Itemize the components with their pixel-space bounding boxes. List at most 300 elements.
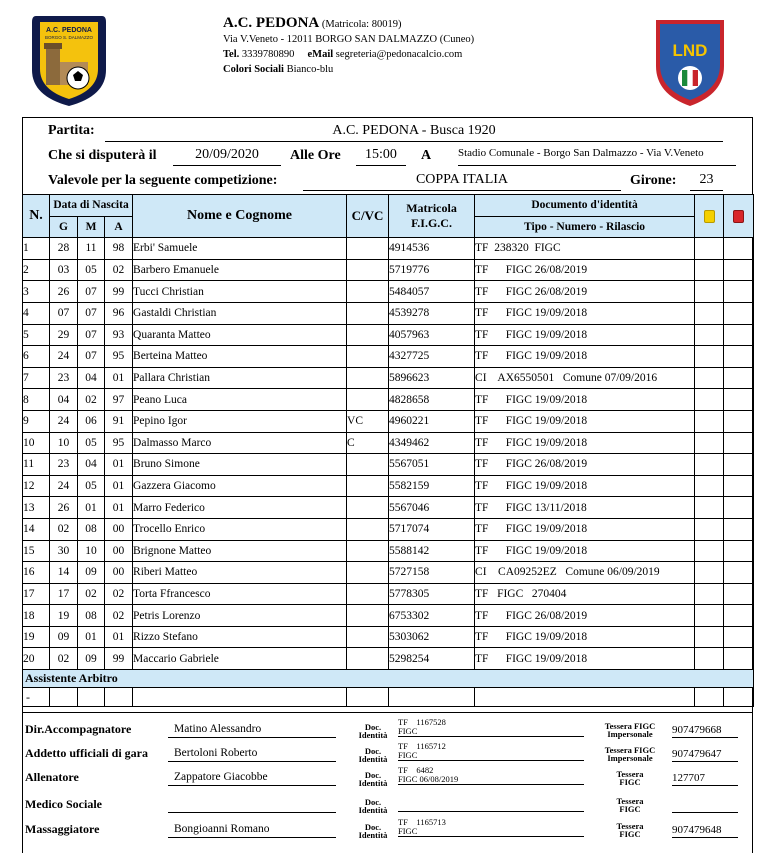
doc-identita-label — [355, 771, 391, 787]
club-tel: 3339780890 — [241, 49, 295, 60]
player-document: TF FIGC 26/08/2019 — [475, 259, 695, 281]
birth-month: 07 — [78, 281, 105, 303]
tessera-label — [598, 770, 662, 786]
tessera-label-line2: FIGC — [619, 804, 641, 814]
yellow-card-cell[interactable] — [695, 432, 724, 454]
yellow-card-cell[interactable] — [695, 540, 724, 562]
player-row — [23, 281, 754, 303]
staff-document — [398, 718, 584, 737]
doc-label-line1: Doc. — [364, 746, 382, 756]
player-document: TF FIGC 19/09/2018 — [475, 518, 695, 540]
birth-day: 02 — [50, 648, 78, 670]
staff-doc-line1: TF 1167528 — [398, 717, 446, 727]
player-matricola: 5303062 — [389, 626, 475, 648]
red-card-icon — [733, 210, 744, 223]
birth-day: 02 — [50, 518, 78, 540]
tessera-label — [598, 797, 662, 813]
player-name: Riberi Matteo — [133, 562, 347, 584]
player-row — [23, 475, 754, 497]
birth-year: 98 — [105, 238, 133, 260]
player-document: TF FIGC 19/09/2018 — [475, 432, 695, 454]
red-card-cell[interactable] — [724, 389, 754, 411]
birth-year: 01 — [105, 475, 133, 497]
doc-label-line1: Doc. — [364, 722, 382, 732]
player-document: TF FIGC 19/09/2018 — [475, 475, 695, 497]
tessera-label-line2: FIGC — [619, 777, 641, 787]
a-label: A — [421, 148, 432, 163]
birth-day: 23 — [50, 367, 78, 389]
assistente-header-row — [23, 670, 754, 688]
red-card-cell[interactable] — [724, 648, 754, 670]
yellow-card-cell[interactable] — [695, 389, 724, 411]
col-matricola-line2: F.I.G.C. — [411, 216, 452, 231]
player-name: Marro Federico — [133, 497, 347, 519]
player-document: TF FIGC 19/09/2018 — [475, 324, 695, 346]
birth-month: 01 — [78, 626, 105, 648]
club-info — [223, 16, 474, 77]
data-value: 20/09/2020 — [173, 147, 281, 166]
player-cvc: VC — [347, 410, 389, 432]
colori-label: Colori Sociali — [223, 64, 284, 75]
yellow-card-cell[interactable] — [695, 648, 724, 670]
player-number: 10 — [23, 432, 50, 454]
player-matricola: 5567046 — [389, 497, 475, 519]
staff-doc-line1: TF 1165713 — [398, 817, 446, 827]
player-name: Quaranta Matteo — [133, 324, 347, 346]
yellow-card-icon — [704, 210, 715, 223]
staff-doc-line2: FIGC — [398, 726, 418, 736]
staff-tessera: 907479647 — [672, 748, 738, 762]
player-matricola: 5484057 — [389, 281, 475, 303]
player-row — [23, 454, 754, 476]
assistente-yellow[interactable] — [695, 688, 724, 707]
birth-year: 01 — [105, 497, 133, 519]
birth-day: 19 — [50, 605, 78, 627]
player-row — [23, 562, 754, 584]
doc-label-line1: Doc. — [364, 797, 382, 807]
red-card-cell[interactable] — [724, 518, 754, 540]
player-row — [23, 605, 754, 627]
birth-year: 00 — [105, 518, 133, 540]
player-cvc — [347, 281, 389, 303]
birth-day: 29 — [50, 324, 78, 346]
birth-day: 24 — [50, 475, 78, 497]
player-document: TF FIGC 270404 — [475, 583, 695, 605]
staff-name — [168, 798, 336, 813]
player-number: 11 — [23, 454, 50, 476]
player-name: Peano Luca — [133, 389, 347, 411]
red-card-cell[interactable] — [724, 324, 754, 346]
yellow-card-cell[interactable] — [695, 497, 724, 519]
player-name: Dalmasso Marco — [133, 432, 347, 454]
birth-month: 10 — [78, 540, 105, 562]
assistente-label: Assistente Arbitro — [23, 670, 754, 688]
player-name: Brignone Matteo — [133, 540, 347, 562]
player-document: TF FIGC 19/09/2018 — [475, 626, 695, 648]
birth-day: 30 — [50, 540, 78, 562]
staff-document — [398, 793, 584, 812]
player-cvc — [347, 648, 389, 670]
tessera-label-line2: Impersonale — [607, 753, 653, 763]
assistente-doc[interactable] — [475, 688, 695, 707]
tessera-label-line1: Tessera — [616, 796, 644, 806]
birth-month: 02 — [78, 389, 105, 411]
player-name: Berteina Matteo — [133, 346, 347, 368]
col-a: A — [105, 216, 133, 238]
tessera-label — [598, 746, 662, 762]
doc-label-line2: Identità — [358, 730, 388, 740]
player-name: Bruno Simone — [133, 454, 347, 476]
birth-day: 09 — [50, 626, 78, 648]
red-card-cell[interactable] — [724, 259, 754, 281]
competizione-value: COPPA ITALIA — [303, 172, 621, 191]
doc-identita-label — [355, 723, 391, 739]
red-card-cell[interactable] — [724, 497, 754, 519]
yellow-card-cell[interactable] — [695, 238, 724, 260]
player-name: Pallara Christian — [133, 367, 347, 389]
birth-month: 06 — [78, 410, 105, 432]
col-doc-sub: Tipo - Numero - Rilascio — [475, 216, 695, 238]
player-number: 1 — [23, 238, 50, 260]
birth-day: 23 — [50, 454, 78, 476]
player-name: Maccario Gabriele — [133, 648, 347, 670]
col-g: G — [50, 216, 78, 238]
staff-name: Matino Alessandro — [168, 723, 336, 738]
player-name: Trocello Enrico — [133, 518, 347, 540]
doc-label-line2: Identità — [358, 754, 388, 764]
player-matricola: 5719776 — [389, 259, 475, 281]
doc-label-line2: Identità — [358, 805, 388, 815]
birth-month: 05 — [78, 475, 105, 497]
club-logo-subtext: BORGO S. DALMAZZO — [44, 35, 94, 40]
player-matricola: 5588142 — [389, 540, 475, 562]
player-matricola: 4057963 — [389, 324, 475, 346]
player-matricola: 4349462 — [389, 432, 475, 454]
yellow-card-cell[interactable] — [695, 367, 724, 389]
staff-doc-line2: FIGC — [398, 750, 418, 760]
table-header-row — [23, 195, 754, 217]
player-cvc — [347, 238, 389, 260]
player-document: TF FIGC 26/08/2019 — [475, 454, 695, 476]
player-row — [23, 367, 754, 389]
red-card-cell[interactable] — [724, 605, 754, 627]
doc-label-line1: Doc. — [364, 822, 382, 832]
staff-role: Dir.Accompagnatore — [25, 722, 132, 736]
staff-tessera: 907479668 — [672, 724, 738, 738]
birth-year: 01 — [105, 454, 133, 476]
birth-day: 17 — [50, 583, 78, 605]
birth-day: 26 — [50, 497, 78, 519]
birth-month: 11 — [78, 238, 105, 260]
birth-year: 02 — [105, 583, 133, 605]
lnd-logo — [650, 16, 730, 108]
player-name: Rizzo Stefano — [133, 626, 347, 648]
player-cvc — [347, 518, 389, 540]
player-matricola: 4960221 — [389, 410, 475, 432]
assistente-g[interactable] — [50, 688, 78, 707]
yellow-card-cell[interactable] — [695, 346, 724, 368]
staff-divider — [22, 712, 753, 713]
birth-month: 08 — [78, 518, 105, 540]
yellow-card-cell[interactable] — [695, 518, 724, 540]
player-number: 12 — [23, 475, 50, 497]
birth-day: 04 — [50, 389, 78, 411]
player-row — [23, 432, 754, 454]
assistente-matricola[interactable] — [389, 688, 475, 707]
ore-label: Alle Ore — [290, 148, 341, 163]
red-card-cell[interactable] — [724, 583, 754, 605]
lnd-logo-text: LND — [672, 41, 708, 60]
player-row — [23, 410, 754, 432]
assistente-m[interactable] — [78, 688, 105, 707]
club-email: segreteria@pedonacalcio.com — [335, 49, 463, 60]
staff-name: Bertoloni Roberto — [168, 747, 336, 762]
player-document: TF FIGC 19/09/2018 — [475, 389, 695, 411]
red-card-cell[interactable] — [724, 367, 754, 389]
yellow-card-cell[interactable] — [695, 324, 724, 346]
player-matricola: 5298254 — [389, 648, 475, 670]
birth-year: 02 — [105, 259, 133, 281]
player-number: 7 — [23, 367, 50, 389]
player-document: CI AX6550501 Comune 07/09/2016 — [475, 367, 695, 389]
assistente-row — [23, 688, 754, 707]
player-number: 19 — [23, 626, 50, 648]
player-document: TF FIGC 19/09/2018 — [475, 302, 695, 324]
col-matricola-line1: Matricola — [406, 201, 457, 216]
staff-doc-line2: FIGC — [398, 826, 418, 836]
player-row — [23, 324, 754, 346]
birth-month: 05 — [78, 432, 105, 454]
player-document: TF FIGC 19/09/2018 — [475, 346, 695, 368]
player-cvc — [347, 497, 389, 519]
player-row — [23, 583, 754, 605]
doc-label-line2: Identità — [358, 830, 388, 840]
tessera-label-line2: FIGC — [619, 829, 641, 839]
doc-label-line2: Identità — [358, 778, 388, 788]
player-number: 20 — [23, 648, 50, 670]
player-cvc — [347, 302, 389, 324]
red-card-cell[interactable] — [724, 238, 754, 260]
yellow-card-cell[interactable] — [695, 281, 724, 303]
player-number: 8 — [23, 389, 50, 411]
birth-day: 28 — [50, 238, 78, 260]
staff-tessera: 907479648 — [672, 824, 738, 838]
yellow-card-cell[interactable] — [695, 475, 724, 497]
player-cvc — [347, 324, 389, 346]
player-name: Gastaldi Christian — [133, 302, 347, 324]
birth-day: 24 — [50, 410, 78, 432]
player-row — [23, 259, 754, 281]
email-label: eMail — [307, 49, 334, 60]
player-cvc — [347, 562, 389, 584]
red-card-cell[interactable] — [724, 626, 754, 648]
player-number: 18 — [23, 605, 50, 627]
assistente-red[interactable] — [724, 688, 754, 707]
red-card-cell[interactable] — [724, 302, 754, 324]
yellow-card-cell[interactable] — [695, 605, 724, 627]
birth-month: 09 — [78, 562, 105, 584]
player-cvc — [347, 583, 389, 605]
birth-year: 02 — [105, 605, 133, 627]
col-cvc: C/VC — [347, 195, 389, 238]
staff-doc-line1: TF 6482 — [398, 765, 434, 775]
staff-tessera: 127707 — [672, 772, 738, 786]
col-nome: Nome e Cognome — [133, 195, 347, 238]
col-red — [724, 195, 754, 238]
yellow-card-cell[interactable] — [695, 626, 724, 648]
data-label: Che si disputerà il — [48, 148, 157, 163]
tessera-label — [598, 822, 662, 838]
player-row — [23, 648, 754, 670]
doc-identita-label — [355, 747, 391, 763]
birth-month: 07 — [78, 302, 105, 324]
yellow-card-cell[interactable] — [695, 454, 724, 476]
staff-document — [398, 766, 584, 785]
birth-year: 91 — [105, 410, 133, 432]
tessera-label-line1: Tessera FIGC — [604, 745, 656, 755]
birth-month: 02 — [78, 583, 105, 605]
player-name: Petris Lorenzo — [133, 605, 347, 627]
yellow-card-cell[interactable] — [695, 410, 724, 432]
tel-label: Tel. — [223, 49, 240, 60]
birth-year: 99 — [105, 281, 133, 303]
player-row — [23, 302, 754, 324]
player-name: Tucci Christian — [133, 281, 347, 303]
player-matricola: 5778305 — [389, 583, 475, 605]
birth-year: 01 — [105, 626, 133, 648]
staff-role: Addetto ufficiali di gara — [25, 746, 148, 760]
player-row — [23, 346, 754, 368]
yellow-card-cell[interactable] — [695, 302, 724, 324]
player-cvc — [347, 389, 389, 411]
red-card-cell[interactable] — [724, 562, 754, 584]
club-logo-text: A.C. PEDONA — [46, 27, 92, 34]
col-n: N. — [23, 195, 50, 238]
player-cvc — [347, 367, 389, 389]
player-document: TF 238320 FIGC — [475, 238, 695, 260]
birth-day: 26 — [50, 281, 78, 303]
player-matricola: 4539278 — [389, 302, 475, 324]
birth-day: 24 — [50, 346, 78, 368]
player-row — [23, 540, 754, 562]
player-document: TF FIGC 26/08/2019 — [475, 281, 695, 303]
partita-label: Partita: — [48, 123, 95, 138]
player-document: TF FIGC 19/09/2018 — [475, 648, 695, 670]
yellow-card-cell[interactable] — [695, 562, 724, 584]
birth-month: 07 — [78, 324, 105, 346]
partita-value: A.C. PEDONA - Busca 1920 — [105, 123, 723, 142]
col-yellow — [695, 195, 724, 238]
player-number: 16 — [23, 562, 50, 584]
player-cvc — [347, 540, 389, 562]
yellow-card-cell[interactable] — [695, 583, 724, 605]
assistente-nome[interactable] — [133, 688, 347, 707]
player-cvc — [347, 259, 389, 281]
club-colori: Bianco-blu — [286, 64, 334, 75]
player-row — [23, 518, 754, 540]
birth-year: 96 — [105, 302, 133, 324]
red-card-cell[interactable] — [724, 432, 754, 454]
staff-doc-line2: FIGC 06/08/2019 — [398, 774, 459, 784]
player-document: TF FIGC 26/08/2019 — [475, 605, 695, 627]
staff-doc-line1: TF 1165712 — [398, 741, 446, 751]
player-number: 4 — [23, 302, 50, 324]
player-number: 13 — [23, 497, 50, 519]
birth-month: 07 — [78, 346, 105, 368]
staff-role: Medico Sociale — [25, 797, 102, 811]
staff-role: Allenatore — [25, 770, 79, 784]
competizione-label: Valevole per la seguente competizione: — [48, 173, 278, 188]
player-rows — [23, 238, 754, 670]
player-matricola: 5582159 — [389, 475, 475, 497]
player-number: 2 — [23, 259, 50, 281]
birth-year: 00 — [105, 562, 133, 584]
player-number: 15 — [23, 540, 50, 562]
ore-value: 15:00 — [356, 147, 406, 166]
birth-month: 04 — [78, 367, 105, 389]
player-cvc — [347, 626, 389, 648]
girone-label: Girone: — [630, 173, 677, 188]
birth-year: 97 — [105, 389, 133, 411]
red-card-cell[interactable] — [724, 410, 754, 432]
col-doc: Documento d'identità — [475, 195, 695, 217]
player-name: Erbi' Samuele — [133, 238, 347, 260]
red-card-cell[interactable] — [724, 454, 754, 476]
club-address: Via V.Veneto - 12011 BORGO SAN DALMAZZO (Cuneo) — [223, 34, 475, 45]
staff-document — [398, 818, 584, 837]
red-card-cell[interactable] — [724, 540, 754, 562]
player-name: Torta Ffrancesco — [133, 583, 347, 605]
player-matricola: 5727158 — [389, 562, 475, 584]
player-document: TF FIGC 19/09/2018 — [475, 410, 695, 432]
birth-year: 99 — [105, 648, 133, 670]
red-card-cell[interactable] — [724, 475, 754, 497]
staff-document — [398, 742, 584, 761]
club-matricola: (Matricola: 80019) — [321, 19, 402, 30]
player-number: 5 — [23, 324, 50, 346]
birth-day: 03 — [50, 259, 78, 281]
club-logo — [30, 12, 108, 108]
player-row — [23, 497, 754, 519]
yellow-card-cell[interactable] — [695, 259, 724, 281]
red-card-cell[interactable] — [724, 281, 754, 303]
player-number: 14 — [23, 518, 50, 540]
player-matricola: 4828658 — [389, 389, 475, 411]
player-matricola: 5896623 — [389, 367, 475, 389]
players-table — [22, 194, 754, 707]
player-name: Pepino Igor — [133, 410, 347, 432]
player-matricola: 5717074 — [389, 518, 475, 540]
red-card-cell[interactable] — [724, 346, 754, 368]
player-number: 3 — [23, 281, 50, 303]
player-cvc — [347, 454, 389, 476]
tessera-label-line1: Tessera FIGC — [604, 721, 656, 731]
birth-year: 95 — [105, 432, 133, 454]
stadio-value: Stadio Comunale - Borgo San Dalmazzo - Via V.Veneto — [458, 147, 736, 166]
birth-month: 05 — [78, 259, 105, 281]
player-document: TF FIGC 19/09/2018 — [475, 540, 695, 562]
player-matricola: 4327725 — [389, 346, 475, 368]
assistente-cvc[interactable] — [347, 688, 389, 707]
player-document: TF FIGC 13/11/2018 — [475, 497, 695, 519]
assistente-a[interactable] — [105, 688, 133, 707]
staff-name: Zappatore Giacobbe — [168, 771, 336, 786]
doc-identita-label — [355, 823, 391, 839]
assistente-n: - — [23, 688, 50, 707]
birth-day: 10 — [50, 432, 78, 454]
tessera-label-line1: Tessera — [616, 769, 644, 779]
staff-tessera — [672, 799, 738, 813]
